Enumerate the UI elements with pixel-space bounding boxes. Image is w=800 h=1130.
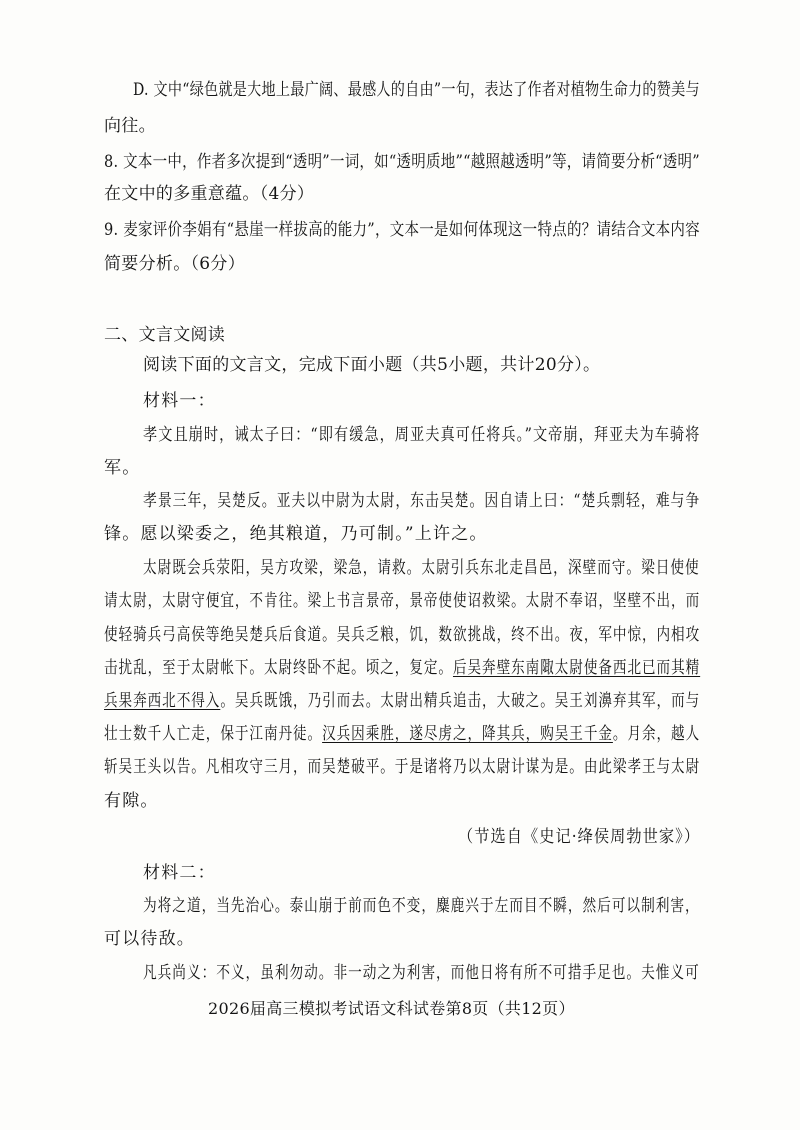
q7-option-d-line1: D. 文中“绿色就是大地上最广阔、最感人的自由”一句，表达了作者对植物生命力的赞美与 xyxy=(133,80,700,100)
passage-line: 斩吴王头以告。凡相攻守三月，而吴楚破平。于是诸将乃以太尉计谋为是。由此梁孝王与太尉 xyxy=(104,757,701,777)
question-9-line2: 简要分析。（6分） xyxy=(104,254,246,274)
passage-line: 孝景三年，吴楚反。亚夫以中尉为太尉，东击吴楚。因自请上曰：“楚兵剽轻，难与争 xyxy=(143,491,701,511)
underlined-sentence: 兵果奔西北不得入 xyxy=(104,691,221,711)
passage-line: 军。 xyxy=(104,458,141,478)
passage-line: 锋。愿以梁委之，绝其粮道，乃可制。”上许之。 xyxy=(104,524,488,544)
passage-text: 击扰乱，至于太尉帐下。太尉终卧不起。顷之，复定。 xyxy=(104,658,453,678)
question-9-line1: 9. 麦家评价李娟有“悬崖一样拔高的能力”，文本一是如何体现这一特点的？请结合文本内容 xyxy=(104,220,700,240)
passage-line: 凡兵尚义：不义，虽利勿动。非一动之为利害，而他日将有所不可措手足也。夫惟义可 xyxy=(143,963,700,983)
passage-text: 。月余，越人 xyxy=(612,724,701,744)
passage-line xyxy=(104,723,700,745)
passage-line: 可以待敌。 xyxy=(104,929,195,949)
passage-line xyxy=(104,690,700,712)
q7-option-d-line2: 向往。 xyxy=(104,116,156,136)
passage-text: 壮士数千人亡走，保于江南丹徒。 xyxy=(104,724,323,744)
passage-text: 。吴兵既饿，乃引而去。太尉出精兵追击，大破之。吴王刘濞弃其军，而与 xyxy=(220,691,701,711)
question-8-line1: 8. 文本一中，作者多次提到“透明”一词，如“透明质地”“越照越透明”等，请简要分析“透明” xyxy=(104,152,700,172)
underlined-sentence: 汉兵因乘胜，遂尽虏之，降其兵，购吴王千金 xyxy=(322,724,613,744)
material-1-label: 材料一： xyxy=(143,391,216,411)
section-heading: 二、文言文阅读 xyxy=(104,325,226,345)
section-instruction: 阅读下面的文言文，完成下面小题（共5小题，共计20分）。 xyxy=(143,355,601,375)
material-2-label: 材料二： xyxy=(143,863,216,883)
passage-line: 孝文且崩时，诫太子曰：“即有缓急，周亚夫真可任将兵。”文帝崩，拜亚夫为车骑将 xyxy=(143,425,701,445)
passage-line: 为将之道，当先治心。泰山崩于前而色不变，麋鹿兴于左而目不瞬，然后可以制利害， xyxy=(143,896,700,916)
passage-line: 太尉既会兵荥阳，吴方攻梁，梁急，请救。太尉引兵东北走昌邑，深壁而守。梁日使使 xyxy=(143,558,700,578)
passage-line: 使轻骑兵弓高侯等绝吴楚兵后食道。吴兵乏粮，饥，数欲挑战，终不出。夜，军中惊，内相攻 xyxy=(104,625,701,645)
passage-line: 有隙。 xyxy=(104,791,159,811)
page-footer: 2026届高三模拟考试语文科试卷第8页（共12页） xyxy=(208,999,575,1018)
passage-source: （节选自《史记·绛侯周勃世家》） xyxy=(458,827,701,847)
underlined-sentence: 后吴奔壁东南陬太尉使备西北已而其精 xyxy=(452,658,701,678)
passage-line: 请太尉，太尉守便宜，不肯往。梁上书言景帝，景帝使使诏救梁。太尉不奉诏，坚壁不出，而 xyxy=(104,591,701,611)
passage-line xyxy=(104,657,700,679)
question-8-line2: 在文中的多重意蕴。（4分） xyxy=(104,184,315,204)
